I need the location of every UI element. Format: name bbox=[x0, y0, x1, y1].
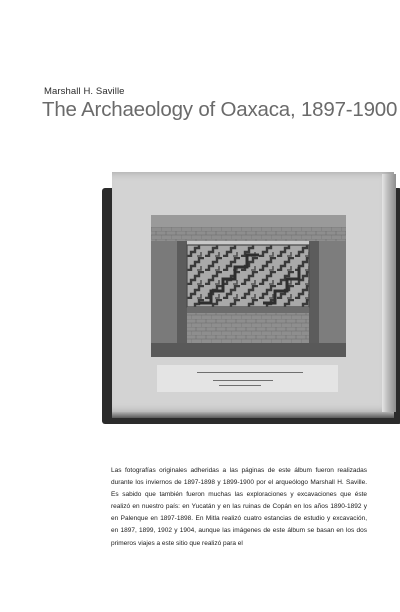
photo-caption-card bbox=[157, 365, 338, 392]
album-photograph bbox=[98, 172, 400, 428]
caption-line-2 bbox=[213, 380, 273, 381]
album-page-bottom-edge bbox=[112, 412, 394, 418]
caption-line-3 bbox=[219, 385, 261, 386]
author-name: Marshall H. Saville bbox=[44, 86, 125, 97]
album-page-edge bbox=[382, 174, 396, 412]
archaeological-print bbox=[151, 215, 346, 357]
caption-line-1 bbox=[197, 372, 303, 373]
body-paragraph: Las fotografías originales adheridas a las páginas de este álbum fueron realizadas durante los inviernos de 1897-1898 y 1899-1900 por el arqueólogo Marshall H. Saville. Es sabido que también fueron muchas las exploraciones y excavaciones que éste realizó en nuestro país: en Yucatán y en las ruinas de Copán en los años 1890-1892 y en Palenque en 1897-1898. En Mitla realizó cuatro estancias de estudio y excavación, en 1897, 1899, 1902 y 1904, aunque las imágenes de este álbum se basan en los dos primeros viajes a este sitio que realizó para el bbox=[111, 467, 367, 547]
mitla-fretwork-image bbox=[151, 215, 346, 357]
page-title: The Archaeology of Oaxaca, 1897-1900 bbox=[42, 98, 398, 121]
